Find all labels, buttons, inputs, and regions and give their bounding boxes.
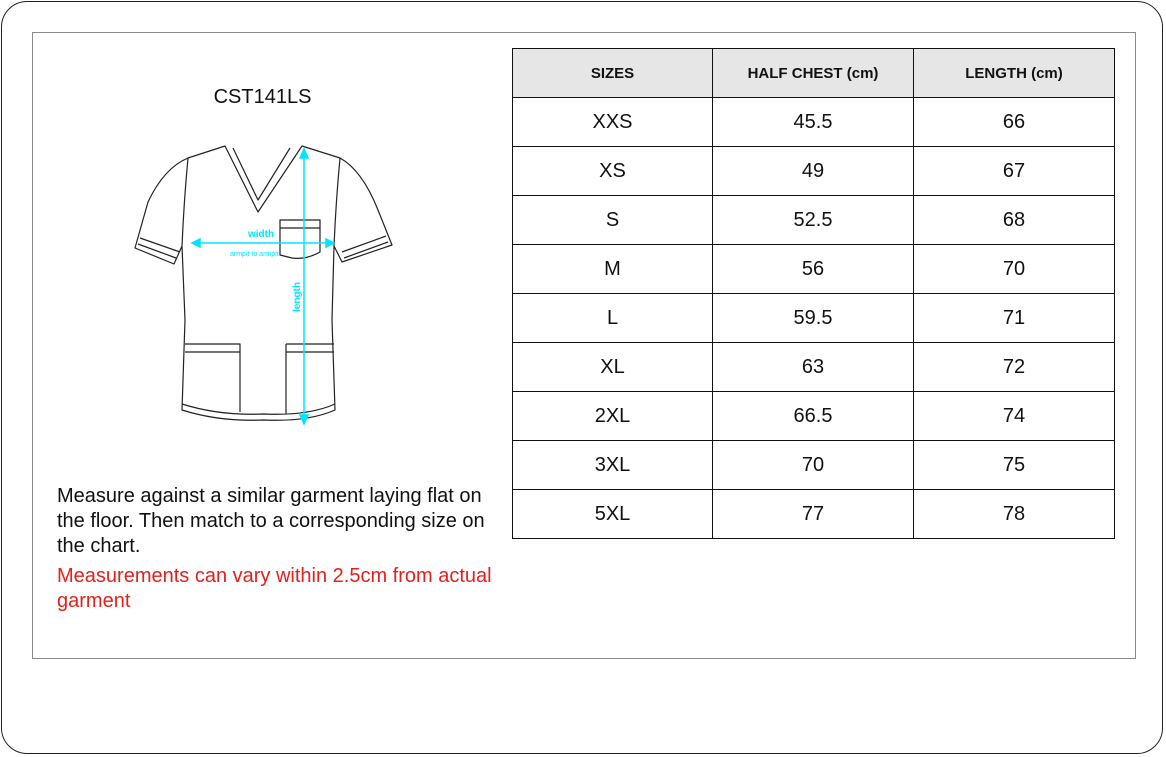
table-row (513, 245, 1115, 294)
size-cell: 2XL (513, 392, 713, 441)
length-cell: 74 (914, 392, 1115, 441)
table-row (513, 98, 1115, 147)
length-cell: 67 (914, 147, 1115, 196)
size-cell: XL (513, 343, 713, 392)
half-chest-cell: 49 (713, 147, 914, 196)
half-chest-cell: 70 (713, 441, 914, 490)
width-label: width (248, 229, 275, 240)
half-chest-cell: 77 (713, 490, 914, 539)
length-cell: 70 (914, 245, 1115, 294)
v-neck (233, 148, 290, 200)
size-chart-table (512, 48, 1115, 539)
length-cell: 66 (914, 98, 1115, 147)
product-code: CST141LS (213, 86, 312, 108)
table-row (513, 196, 1115, 245)
length-cell: 68 (914, 196, 1115, 245)
half-chest-cell: 59.5 (713, 294, 914, 343)
size-cell: XXS (513, 98, 713, 147)
length-cell: 78 (914, 490, 1115, 539)
chest-pocket (280, 220, 320, 258)
half-chest-cell: 66.5 (713, 392, 914, 441)
size-cell: 5XL (513, 490, 713, 539)
left-sleeve-cuff (138, 238, 180, 258)
right-pocket (286, 344, 334, 414)
table-row (513, 294, 1115, 343)
size-cell: S (513, 196, 713, 245)
left-pocket (185, 344, 240, 412)
header-length: LENGTH (cm) (914, 49, 1115, 98)
size-cell: 3XL (513, 441, 713, 490)
width-sublabel: armpit to armpit (230, 251, 279, 258)
scrub-top-diagram (130, 140, 396, 428)
header-half-chest: HALF CHEST (cm) (713, 49, 914, 98)
size-cell: M (513, 245, 713, 294)
half-chest-cell: 63 (713, 343, 914, 392)
measurement-instructions: Measure against a similar garment laying flat on the floor. Then match to a corresponding size on the chart. (57, 485, 485, 557)
measurement-warning: Measurements can vary within 2.5cm from actual garment (57, 565, 492, 612)
half-chest-cell: 56 (713, 245, 914, 294)
garment-outline (135, 146, 392, 420)
table-row (513, 441, 1115, 490)
size-cell: XS (513, 147, 713, 196)
header-sizes: SIZES (513, 49, 713, 98)
length-cell: 71 (914, 294, 1115, 343)
length-cell: 75 (914, 441, 1115, 490)
table-header-row (513, 49, 1115, 98)
length-label: length (292, 282, 303, 312)
length-cell: 72 (914, 343, 1115, 392)
half-chest-cell: 52.5 (713, 196, 914, 245)
table-row (513, 147, 1115, 196)
table-row (513, 343, 1115, 392)
table-row (513, 392, 1115, 441)
half-chest-cell: 45.5 (713, 98, 914, 147)
size-cell: L (513, 294, 713, 343)
table-row (513, 490, 1115, 539)
